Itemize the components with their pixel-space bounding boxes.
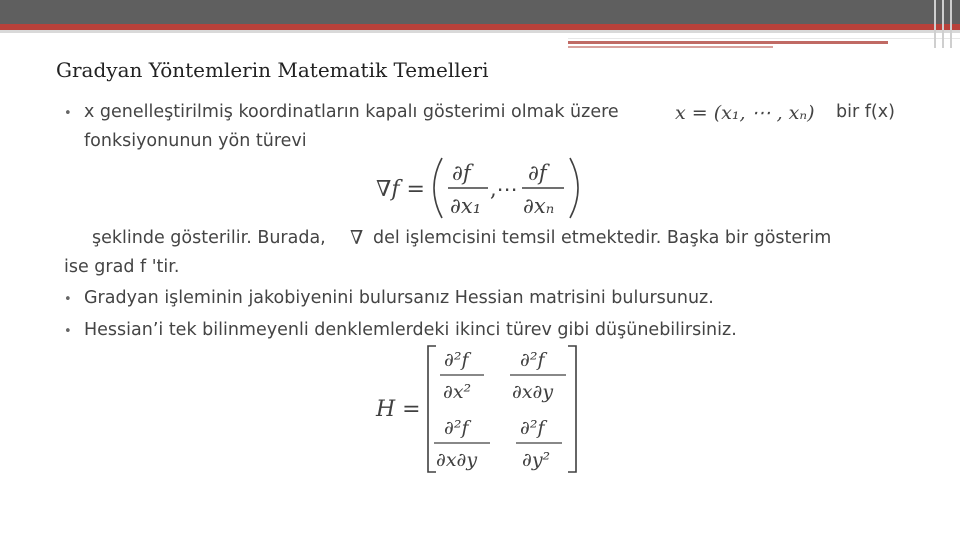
gradient-num1: ∂f — [452, 161, 471, 185]
hessian-a22-den: ∂y² — [522, 449, 551, 471]
gradient-left-paren — [434, 158, 442, 218]
hessian-a12-den: ∂x∂y — [512, 381, 554, 403]
hessian-a21-num: ∂²f — [444, 417, 469, 439]
bullet3-text: Hessian’i tek bilinmeyenli denklemlerdeki ikinci türev gibi düşünebilirsiniz. — [84, 320, 737, 340]
hessian-a11-den: ∂x² — [443, 381, 472, 403]
gradient-separator: ,⋯ — [490, 177, 518, 201]
hessian-a12-num: ∂²f — [520, 349, 545, 371]
bullet-marker: • — [64, 106, 72, 121]
gradient-num2: ∂f — [528, 161, 547, 185]
gradient-formula — [376, 158, 578, 218]
bullet-marker: • — [64, 324, 72, 339]
bullet2-text: Gradyan işleminin jakobiyenini bulursanız Hessian matrisini bulursunuz. — [84, 288, 714, 308]
bullet1-line1-end: bir f(x) — [836, 102, 895, 122]
para-line1-end: del işlemcisini temsil etmektedir. Başka bir gösterim — [373, 228, 832, 248]
gradient-right-paren — [570, 158, 578, 218]
del-operator-symbol: ∇ — [350, 227, 364, 249]
bullet1-line1-text: x genelleştirilmiş koordinatların kapalı gösterimi olmak üzere — [84, 102, 619, 122]
hessian-lhs: H = — [376, 397, 421, 422]
slide-title: Gradyan Yöntemlerin Matematik Temelleri — [56, 58, 489, 82]
para-line1-start: şeklinde gösterilir. Burada, — [92, 228, 326, 248]
hessian-a22-num: ∂²f — [520, 417, 545, 439]
hessian-a11-num: ∂²f — [444, 349, 469, 371]
gradient-den2: ∂xₙ — [523, 194, 555, 218]
para-line2: ise grad f 'tir. — [64, 257, 180, 277]
gradient-lhs: ∇f = — [376, 177, 425, 202]
hessian-left-bracket — [428, 346, 436, 472]
hessian-formula — [375, 346, 576, 472]
bullet-marker: • — [64, 292, 72, 307]
gradient-den1: ∂x₁ — [450, 194, 482, 218]
hessian-right-bracket — [568, 346, 576, 472]
hessian-a21-den: ∂x∂y — [436, 449, 478, 471]
bullet1-coordinate-math: x = (x₁, ⋯ , xₙ) — [675, 102, 815, 124]
bullet1-line2-text: fonksiyonunun yön türevi — [84, 131, 307, 151]
